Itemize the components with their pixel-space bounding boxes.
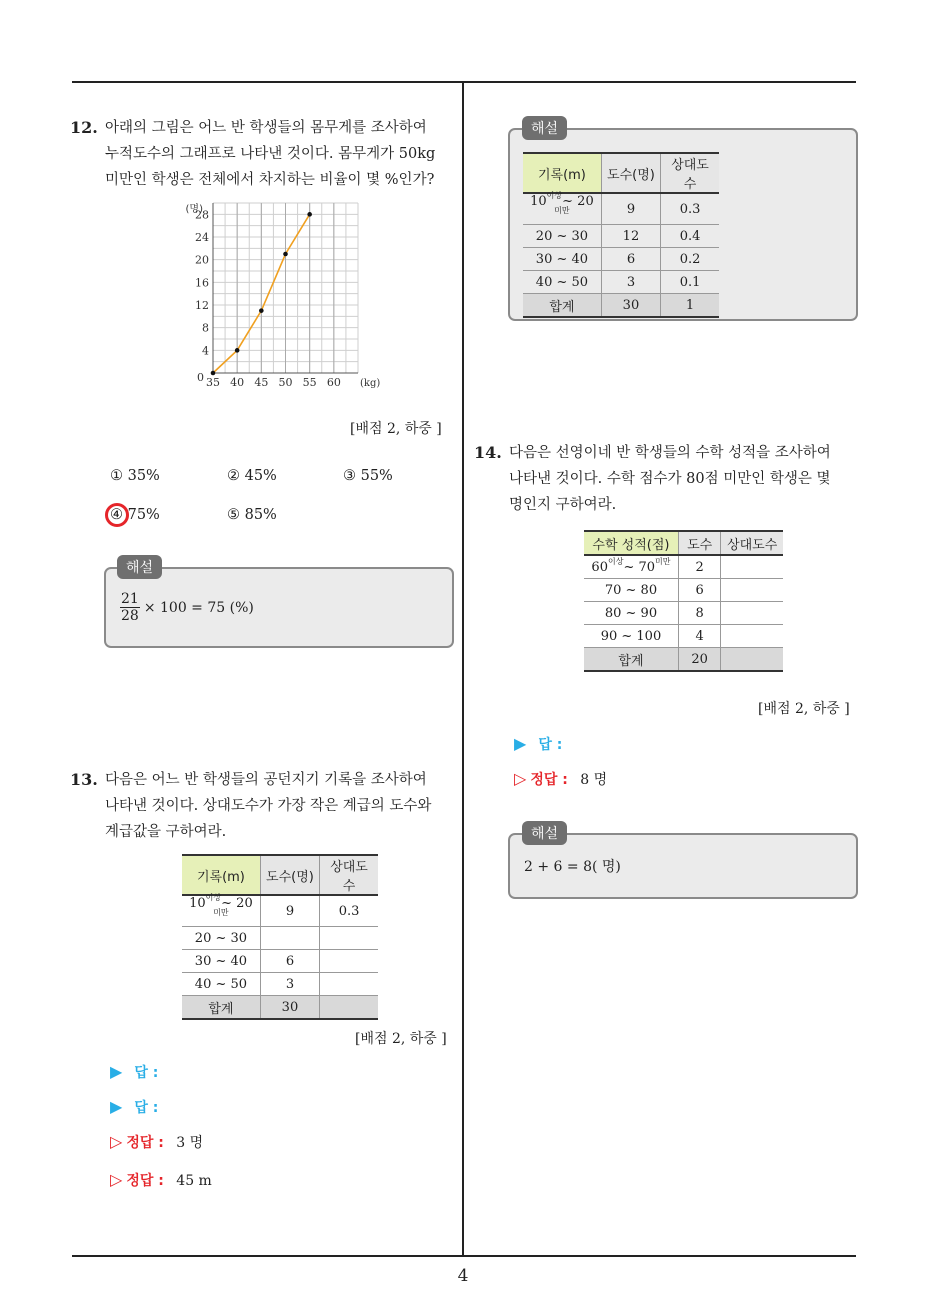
y-tick-label: 0 xyxy=(197,371,204,384)
choice-5[interactable]: ⑤ 85% xyxy=(227,507,277,523)
play-icon: ▶ xyxy=(110,1097,123,1116)
table-row: 70 ~ 80 6 xyxy=(584,579,783,602)
q14-line: 나타낸 것이다. 수학 점수가 80점 미만인 학생은 몇 xyxy=(509,471,831,487)
q13-table xyxy=(182,854,378,1020)
q14-line: 명인지 구하여라. xyxy=(509,497,617,513)
q14-line: 다음은 선영이네 반 학생들의 수학 성적을 조사하여 xyxy=(509,445,831,461)
data-point xyxy=(235,348,240,353)
q13-score: [배점 2, 하중 ] xyxy=(355,1031,447,1047)
triangle-outline-icon: ▷ xyxy=(110,1170,123,1189)
column-divider xyxy=(462,82,464,1257)
q13-solution-box xyxy=(508,128,858,321)
q12-score: [배점 2, 하중 ] xyxy=(350,421,442,437)
table-row: 20 ~ 30 xyxy=(182,927,378,950)
table-row: 30 ~ 40 6 xyxy=(182,950,378,973)
q14-score: [배점 2, 하중 ] xyxy=(758,701,850,717)
table-row: $10^{이상}\sim$ $20^{미만}$ 9 0.3 xyxy=(182,895,378,927)
q14-answer[interactable]: ▶ 답 : xyxy=(514,734,563,753)
triangle-outline-icon: ▷ xyxy=(514,769,527,788)
y-tick-label: 12 xyxy=(195,299,209,312)
q13-answer-1[interactable]: ▶ 답 : xyxy=(110,1062,159,1081)
table-row: 90 ~ 100 4 xyxy=(584,625,783,648)
header-frequency: 도수(명) xyxy=(260,855,319,895)
class-range: $60^{이상}\sim$ $70^{미만}$ xyxy=(584,555,678,579)
x-tick-label: 55 xyxy=(302,376,317,389)
y-tick-label: 24 xyxy=(195,231,209,244)
q14-correct: ▷ 정답 : 8 명 xyxy=(514,769,608,788)
q14-text xyxy=(509,440,831,518)
y-tick-label: 28 xyxy=(195,208,209,222)
q13-line: 다음은 어느 반 학생들의 공던지기 기록을 조사하여 xyxy=(105,772,427,788)
q13-line: 나타낸 것이다. 상대도수가 가장 작은 계급의 도수와 xyxy=(105,798,432,814)
class-range: $10^{이상}\sim$ $20^{미만}$ xyxy=(523,193,601,225)
x-tick-label: 45 xyxy=(254,376,269,389)
selected-answer-circle xyxy=(105,503,129,527)
play-icon: ▶ xyxy=(110,1062,123,1081)
table-row: 20 ~ 30 12 0.4 xyxy=(523,225,719,248)
page-number: 4 xyxy=(457,1266,469,1286)
choice-1[interactable]: ① 35% xyxy=(110,468,160,484)
class-range: $10^{이상}\sim$ $20^{미만}$ xyxy=(182,895,260,927)
q14-number: 14. xyxy=(474,443,502,462)
choice-2[interactable]: ② 45% xyxy=(227,468,277,484)
y-tick-label: 20 xyxy=(195,253,209,267)
y-tick-label: 4 xyxy=(202,344,209,358)
table-row: 40 ~ 50 3 0.1 xyxy=(523,271,719,294)
y-tick-label: 8 xyxy=(202,321,209,335)
x-tick-label: 50 xyxy=(278,376,293,389)
y-axis-label: (명) xyxy=(185,204,203,215)
top-rule xyxy=(72,81,856,83)
cumulative-frequency-chart xyxy=(180,198,380,393)
q13-correct-1: ▷ 정답 : 3 명 xyxy=(110,1132,204,1151)
data-point xyxy=(283,252,288,257)
choice-4[interactable]: ④ 75% xyxy=(110,507,160,523)
x-axis-label: (kg) xyxy=(360,378,380,389)
header-record: 기록(m) xyxy=(182,855,260,895)
q13-solution-table: 기록(m) 도수(명) 상대도수 $10^{이상}\sim$ $20^{미만}$ 9 0.3 20 ~ 30 12 0.4 30 ~ 40 6 0.2 40 ~ 50 3 0.1 합계 30 1 xyxy=(523,152,719,318)
fraction xyxy=(120,591,140,624)
q12-solution-box xyxy=(104,567,454,648)
choice-3[interactable]: ③ 55% xyxy=(343,468,393,484)
q13-correct-2: ▷ 정답 : 45 m xyxy=(110,1170,212,1189)
x-tick-label: 40 xyxy=(230,376,245,389)
q12-text xyxy=(105,115,435,193)
x-tick-label: 60 xyxy=(326,376,341,389)
formula-rest: × 100 = 75 (%) xyxy=(143,599,254,616)
sum-row: 합계 30 xyxy=(182,996,378,1020)
data-point xyxy=(211,371,216,376)
play-icon: ▶ xyxy=(514,734,527,753)
table-row: $60^{이상}\sim$ $70^{미만}$ 2 xyxy=(584,555,783,579)
q12-number: 12. xyxy=(70,118,98,137)
table-row: 30 ~ 40 6 0.2 xyxy=(523,248,719,271)
denominator: 28 xyxy=(121,608,139,624)
q12-solution-formula xyxy=(120,591,254,624)
q13-answer-2[interactable]: ▶ 답 : xyxy=(110,1097,159,1116)
q13-solution-tab: 해설 xyxy=(522,116,567,140)
q13-line: 계급값을 구하여라. xyxy=(105,824,227,840)
q14-table: 수학 성적(점) 도수 상대도수 $60^{이상}\sim$ $70^{미만}$ 2 70 ~ 80 6 80 ~ 90 8 90 ~ 100 4 합계 20 xyxy=(584,530,783,672)
q13-number: 13. xyxy=(70,770,98,789)
q14-solution-formula: 2 + 6 = 8( 명) xyxy=(524,859,621,875)
q12-line: 누적도수의 그래프로 나타낸 것이다. 몸무게가 50kg xyxy=(105,146,436,162)
sum-row: 합계 30 1 xyxy=(523,294,719,318)
q13-text xyxy=(105,767,431,845)
table-row: 40 ~ 50 3 xyxy=(182,973,378,996)
q12-line: 아래의 그림은 어느 반 학생들의 몸무게를 조사하여 xyxy=(105,120,427,136)
data-point xyxy=(307,212,312,217)
x-tick-label: 35 xyxy=(206,376,220,389)
bottom-rule xyxy=(72,1255,856,1257)
data-point xyxy=(259,308,264,313)
table-row: $10^{이상}\sim$ $20^{미만}$ 9 0.3 xyxy=(523,193,719,225)
table-row: 80 ~ 90 8 xyxy=(584,602,783,625)
numerator: 21 xyxy=(121,591,139,607)
q14-solution-tab: 해설 xyxy=(522,821,567,845)
q12-line: 미만인 학생은 전체에서 차지하는 비율이 몇 %인가? xyxy=(105,172,435,188)
y-tick-label: 16 xyxy=(195,276,209,290)
q12-solution-tab: 해설 xyxy=(117,555,162,579)
header-relative-frequency: 상대도수 xyxy=(320,855,378,895)
triangle-outline-icon: ▷ xyxy=(110,1132,123,1151)
sum-row: 합계 20 xyxy=(584,648,783,672)
